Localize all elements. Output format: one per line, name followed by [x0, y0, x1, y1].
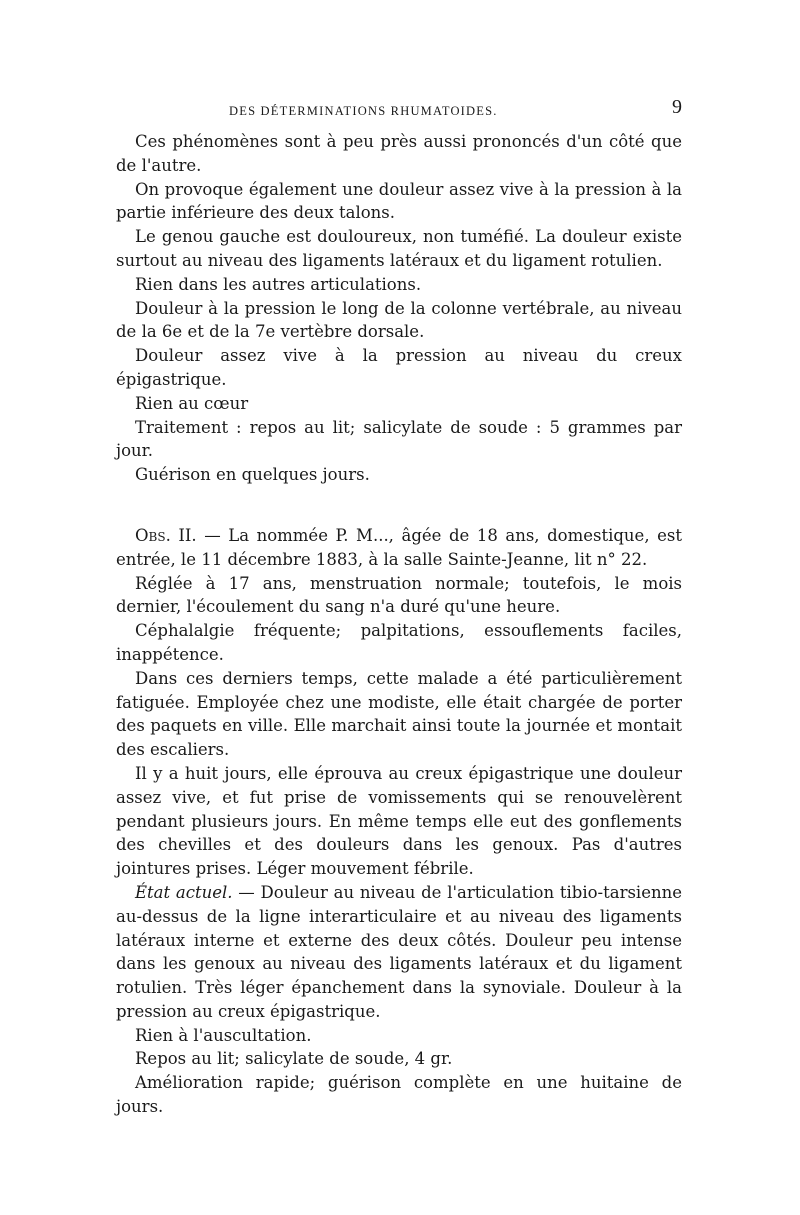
paragraph: Guérison en quelques jours.: [135, 465, 370, 485]
paragraph: Repos au lit; salicylate de soude, 4 gr.: [135, 1049, 453, 1069]
page-header: [116, 96, 682, 122]
paragraph: Traitement : repos au lit; salicylate de soude : 5 grammes par jour.: [116, 417, 682, 461]
paragraph: Réglée à 17 ans, menstruation normale; toutefois, le mois dernier, l'écoulement du sang n'a duré qu'une heure.: [116, 573, 682, 617]
paragraph: Céphalalgie fréquente; palpitations, essouflements faciles, inappétence.: [116, 621, 682, 664]
observation-text: — La nommée P. M..., âgée de 18 ans, domestique, est entrée, le 11 décembre 1883, à la salle Sainte-Jeanne, lit n° 22.: [116, 525, 682, 569]
page-number: 9: [672, 96, 682, 118]
etat-label: État actuel.: [135, 882, 233, 902]
running-head: DES DÉTERMINATIONS RHUMATOIDES.: [229, 104, 498, 118]
paragraph: Dans ces derniers temps, cette malade a été particulièrement fatiguée. Employée chez une modiste, elle était chargée de porter des paquets en ville. Elle marchait ainsi toute la journée et montait des escaliers.: [116, 668, 682, 760]
paragraph: On provoque également une douleur assez vive à la pression à la partie inférieure des deux talons.: [116, 179, 682, 223]
paragraph: Rien dans les autres articulations.: [135, 274, 422, 294]
paragraph: Rien à l'auscultation.: [135, 1025, 312, 1045]
paragraph: Amélioration rapide; guérison complète en une huitaine de jours.: [116, 1073, 682, 1117]
body-text: [116, 130, 682, 1119]
paragraph: Ces phénomènes sont à peu près aussi prononcés d'un côté que de l'autre.: [116, 132, 682, 175]
observation-label: Obs. II.: [135, 525, 197, 545]
observation-paragraph: [116, 524, 682, 572]
paragraph: Il y a huit jours, elle éprouva au creux épigastrique une douleur assez vive, et fut prise de vomissements qui se renouvelèrent pendant plusieurs jours. En même temps elle eut des gonflements des chevilles et des douleurs dans les genoux. Pas d'autres jointures prises. Léger mouvement fébrile.: [116, 763, 682, 879]
paragraph: Le genou gauche est douloureux, non tuméfié. La douleur existe surtout au niveau des ligaments latéraux et du ligament rotulien.: [116, 227, 682, 270]
etat-text: — Douleur au niveau de l'articulation tibio-tarsienne au-dessus de la ligne interarticulaire et au niveau des ligaments latéraux interne et externe des deux côtés. Douleur peu intense dans les genoux au niveau des ligaments latéraux et du ligament rotulien. Très léger épanchement dans la synoviale. Douleur à la pression au creux épigastrique.: [116, 882, 682, 1021]
paragraph: Rien au cœur: [135, 393, 249, 413]
paragraph: Douleur assez vive à la pression au niveau du creux épigastrique.: [116, 346, 682, 389]
paragraph: Douleur à la pression le long de la colonne vertébrale, au niveau de la 6e et de la 7e vertèbre dorsale.: [116, 298, 682, 342]
etat-paragraph: [116, 881, 682, 1024]
